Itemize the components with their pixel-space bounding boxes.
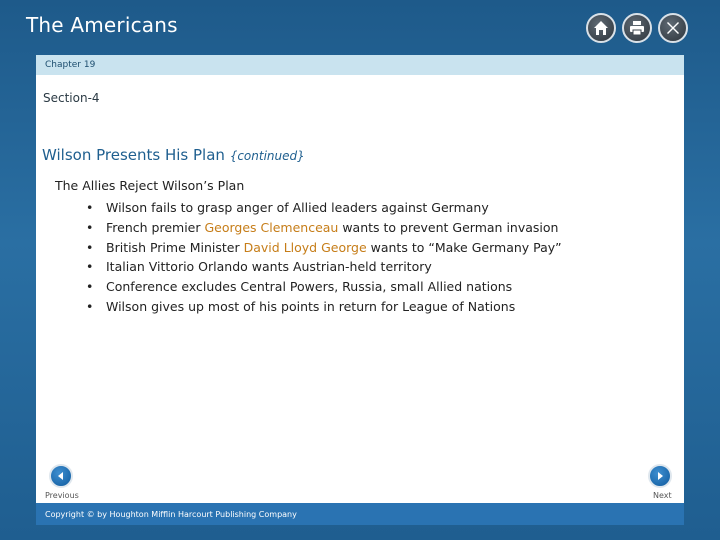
home-icon — [593, 20, 609, 36]
highlight-term: Georges Clemenceau — [204, 219, 339, 235]
print-icon — [629, 20, 645, 36]
slide-heading — [42, 146, 305, 164]
next-label[interactable]: Next — [653, 491, 672, 500]
bullet-text: Conference excludes Central Powers, Russia, small Allied nations — [106, 279, 513, 295]
bullet-icon: • — [86, 298, 94, 314]
slide-content — [36, 75, 684, 503]
bullet-list — [86, 198, 562, 317]
top-toolbar — [586, 13, 688, 43]
heading-text: Wilson Presents His Plan — [42, 146, 225, 164]
print-button[interactable] — [622, 13, 652, 43]
copyright-text: Copyright © by Houghton Mifflin Harcourt Publishing Company — [45, 510, 297, 519]
bullet-icon: • — [86, 259, 94, 275]
chapter-label: Chapter 19 — [45, 60, 96, 70]
list-item — [86, 238, 562, 258]
section-label: Section-4 — [43, 91, 100, 105]
chapter-bar — [36, 55, 684, 75]
next-button[interactable] — [648, 464, 672, 488]
close-icon — [665, 20, 681, 36]
heading-suffix: {continued} — [229, 149, 305, 163]
arrow-left-icon — [56, 471, 66, 481]
bullet-icon: • — [86, 279, 94, 295]
app-title: The Americans — [26, 13, 178, 37]
footer-bar — [36, 503, 684, 525]
main-point: The Allies Reject Wilson’s Plan — [55, 178, 245, 193]
list-item — [86, 218, 562, 238]
previous-button[interactable] — [49, 464, 73, 488]
bullet-text: Italian Vittorio Orlando wants Austrian-held territory — [106, 259, 432, 275]
home-button[interactable] — [586, 13, 616, 43]
list-item — [86, 277, 562, 297]
bullet-text: British Prime Minister — [106, 239, 244, 255]
bullet-icon: • — [86, 239, 94, 255]
previous-label[interactable]: Previous — [45, 491, 79, 500]
bullet-text: Wilson fails to grasp anger of Allied leaders against Germany — [106, 200, 489, 215]
bullet-text: Wilson gives up most of his points in return for League of Nations — [106, 298, 516, 314]
bullet-text: wants to “Make Germany Pay” — [366, 239, 562, 255]
bullet-icon: • — [86, 219, 94, 235]
arrow-right-icon — [655, 471, 665, 481]
bullet-icon: • — [86, 200, 94, 215]
list-item — [86, 257, 562, 277]
bullet-text: French premier — [106, 219, 205, 235]
bullet-text: wants to prevent German invasion — [338, 219, 559, 235]
highlight-term: David Lloyd George — [243, 239, 367, 255]
list-item — [86, 297, 562, 317]
close-button[interactable] — [658, 13, 688, 43]
list-item — [86, 198, 562, 218]
